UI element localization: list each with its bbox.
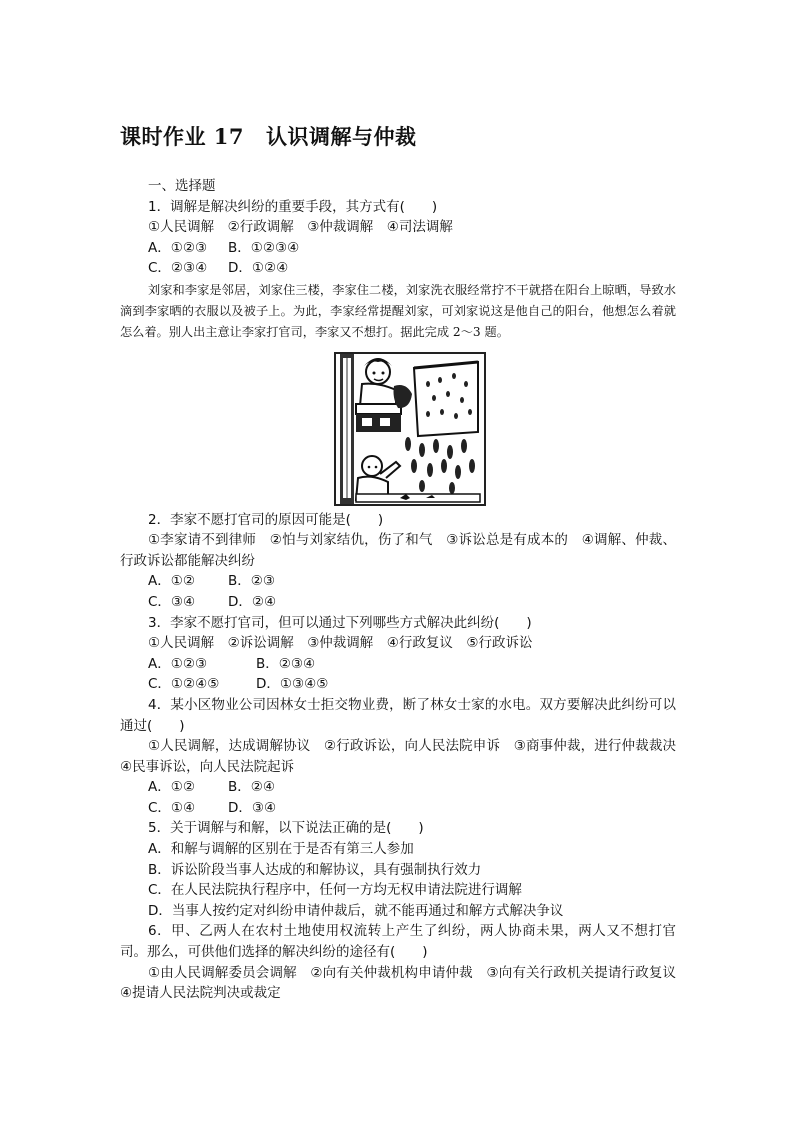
question-5-stem: 5．关于调解与和解，以下说法正确的是( ) — [148, 820, 424, 837]
option-b: B．②③④ — [256, 655, 316, 672]
question-5-option-d: D．当事人按约定对纠纷申请仲裁后，就不能再通过和解方式解决争议 — [148, 902, 564, 919]
cartoon-drawing — [336, 354, 484, 504]
option-c: C．③④ — [148, 593, 196, 610]
question-2-options-row1 — [120, 571, 676, 592]
question-2-stem: 2．李家不愿打官司的原因可能是( ) — [148, 511, 384, 528]
option-d: D．③④ — [228, 799, 277, 816]
page-title — [120, 121, 417, 151]
section-heading: 一、选择题 — [148, 178, 216, 194]
question-3-stem: 3．李家不愿打官司，但可以通过下列哪些方式解决此纠纷( ) — [148, 614, 532, 631]
option-b: B．②④ — [228, 779, 275, 796]
question-5-option-b: B．诉讼阶段当事人达成的和解协议，具有强制执行效力 — [148, 861, 482, 878]
option-b: B．①②③④ — [228, 239, 300, 256]
question-4-options-row1 — [120, 777, 676, 798]
question-3-items: ①人民调解 ②诉讼调解 ③仲裁调解 ④行政复议 ⑤行政诉讼 — [148, 635, 533, 652]
option-d: D．①③④⑤ — [256, 676, 329, 693]
question-5-option-a: A．和解与调解的区别在于是否有第三人参加 — [148, 841, 414, 858]
option-c: C．②③④ — [148, 260, 208, 277]
question-1-items: ①人民调解 ②行政调解 ③仲裁调解 ④司法调解 — [148, 219, 453, 236]
question-2-items: ①李家请不到律师 ②怕与刘家结仇，伤了和气 ③诉讼总是有成本的 ④调解、仲裁、行政诉讼都能解决纠纷 — [120, 532, 676, 569]
question-3-options-row1 — [120, 654, 676, 675]
question-4-items: ①人民调解，达成调解协议 ②行政诉讼，向人民法院申诉 ③商事仲裁，进行仲裁裁决 ④民事诉讼，向人民法院起诉 — [120, 738, 690, 775]
option-d: D．①②④ — [228, 260, 289, 277]
question-4-stem: 4．某小区物业公司因林女士拒交物业费，断了林女士家的水电。双方要解决此纠纷可以通过( ) — [120, 696, 676, 734]
title-part1: 课时作业 17 — [120, 124, 245, 149]
question-5-option-c: C．在人民法院执行程序中，任何一方均无权申请法院进行调解 — [148, 882, 522, 899]
option-b: B．②③ — [228, 573, 275, 590]
exercise-body — [120, 176, 690, 1004]
question-6-stem: 6．甲、乙两人在农村土地使用权流转上产生了纠纷，两人协商未果，两人又不想打官司。那么，可供他们选择的解决纠纷的途径有( ) — [120, 923, 676, 961]
title-part2: 认识调解与仲裁 — [266, 124, 417, 149]
option-a: A．①②③ — [148, 655, 208, 672]
question-1-options-row1 — [120, 238, 676, 259]
question-1-options-row2 — [120, 258, 676, 279]
question-2-options-row2 — [120, 592, 676, 613]
option-c: C．①④ — [148, 799, 196, 816]
material-paragraph: 刘家和李家是邻居，刘家住三楼，李家住二楼，刘家洗衣服经常拧不干就搭在阳台上晾晒，导致水滴到李家晒的衣服以及被子上。为此，李家经常提醒刘家，可刘家说这是他自己的阳台，他想怎么着就怎么着。别人出主意让李家打官司，李家又不想打。据此完成 2～3 题。 — [120, 282, 676, 340]
question-3-options-row2 — [120, 674, 676, 695]
question-4-options-row2 — [120, 798, 676, 819]
option-a: A．①② — [148, 573, 195, 590]
question-1-stem: 1．调解是解决纠纷的重要手段，其方式有( ) — [148, 198, 438, 215]
cartoon-illustration — [334, 352, 486, 506]
option-a: A．①②③ — [148, 239, 208, 256]
option-d: D．②④ — [228, 593, 277, 610]
option-a: A．①② — [148, 779, 195, 796]
question-6-items: ①由人民调解委员会调解 ②向有关仲裁机构申请仲裁 ③向有关行政机关提请行政复议 ④提请人民法院判决或裁定 — [120, 964, 690, 1002]
option-c: C．①②④⑤ — [148, 676, 220, 693]
